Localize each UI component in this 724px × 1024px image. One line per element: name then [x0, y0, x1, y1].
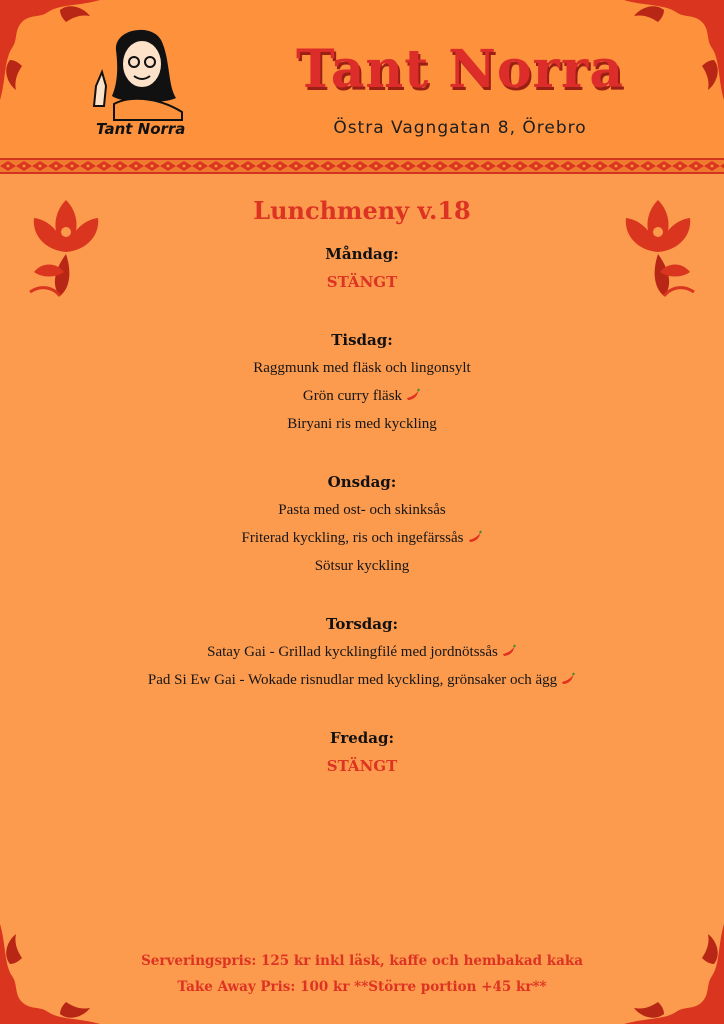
dish-item [0, 354, 724, 382]
dish-text: Grön curry fläsk [302, 388, 403, 404]
closed-label: STÄNGT [326, 757, 398, 775]
ornamental-border [0, 158, 724, 174]
dish-item [0, 496, 724, 524]
dish-item [0, 410, 724, 438]
day-name: Onsdag: [327, 473, 397, 491]
day-name: Fredag: [329, 729, 395, 747]
chili-pepper-icon [467, 530, 483, 544]
menu-list [0, 240, 724, 802]
day-name: Torsdag: [325, 615, 399, 633]
takeaway-price: Take Away Pris: 100 kr **Större portion +45 kr** [177, 979, 547, 995]
dish-text: Friterad kyckling, ris och ingefärssås [241, 530, 464, 546]
dish-item [0, 638, 724, 666]
day-name: Tisdag: [331, 331, 393, 349]
logo-text: Tant Norra [96, 120, 186, 138]
day-wednesday [0, 468, 724, 580]
dish-item [0, 524, 724, 552]
dish-text: Satay Gai - Grillad kycklingfilé med jordnötssås [207, 644, 498, 660]
day-tuesday [0, 326, 724, 438]
chili-pepper-icon [405, 388, 421, 402]
restaurant-logo [84, 20, 196, 146]
chili-pepper-icon [501, 644, 517, 658]
menu-title: Lunchmeny v.18 [253, 196, 471, 225]
dish-text: Pad Si Ew Gai - Wokade risnudlar med kyckling, grönsaker och ägg [147, 672, 558, 688]
dish-item [0, 666, 724, 694]
day-monday [0, 240, 724, 296]
pricing-footer [0, 948, 724, 1000]
closed-label: STÄNGT [326, 273, 398, 291]
chili-pepper-icon [560, 672, 576, 686]
dish-text: Biryani ris med kyckling [287, 416, 437, 432]
dish-text: Raggmunk med fläsk och lingonsylt [253, 360, 471, 376]
restaurant-address: Östra Vagngatan 8, Örebro [333, 118, 587, 138]
serving-price: Serveringspris: 125 kr inkl läsk, kaffe och hembakad kaka [141, 953, 583, 969]
day-name: Måndag: [325, 245, 399, 263]
dish-text: Pasta med ost- och skinksås [278, 502, 446, 518]
restaurant-name: Tant Norra [295, 39, 625, 100]
day-friday [0, 724, 724, 780]
dish-text: Sötsur kyckling [314, 558, 410, 574]
dish-item [0, 382, 724, 410]
day-thursday [0, 610, 724, 694]
dish-item [0, 552, 724, 580]
